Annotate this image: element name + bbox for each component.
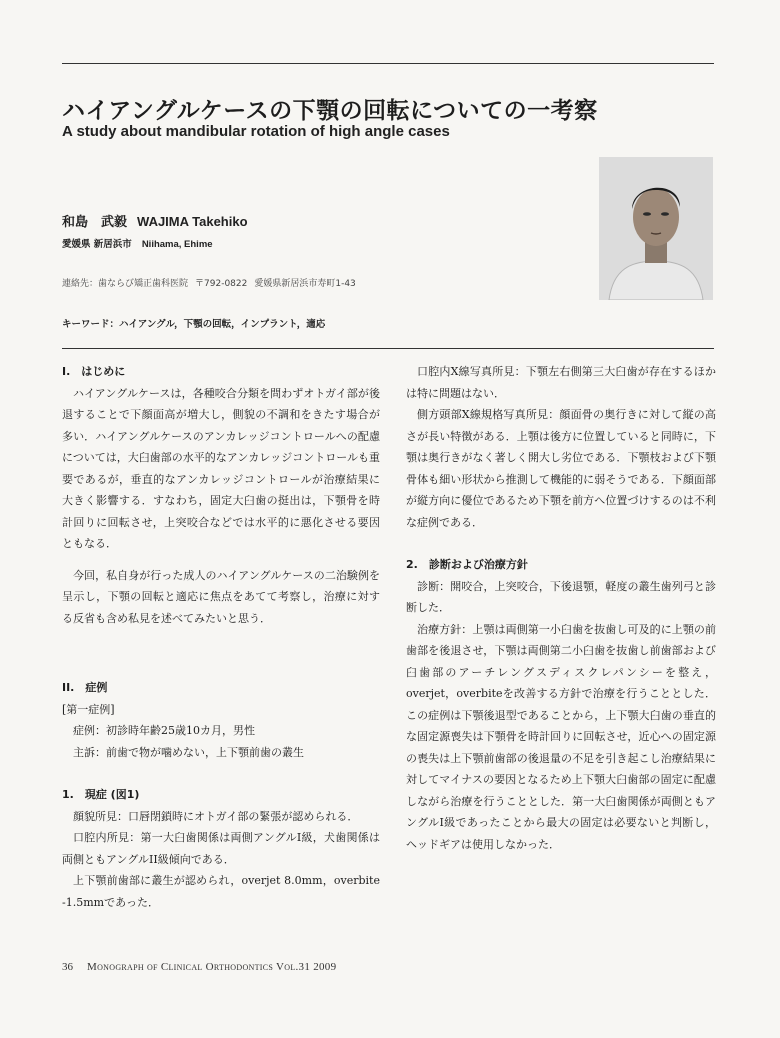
affiliation-ja: 愛媛県 新居浜市 — [62, 239, 132, 250]
paragraph: 診断：開咬合，上突咬合，下後退顎，軽度の叢生歯列弓と診断した． — [406, 579, 716, 614]
keywords: キーワード：ハイアングル，下顎の回転，インプラント，適応 — [62, 319, 326, 330]
author-affiliation — [62, 236, 213, 250]
section-heading-diagnosis: 2. 診断および治療方針 — [406, 558, 528, 571]
left-column — [62, 361, 380, 913]
paragraph: 顔貌所見：口唇閉鎖時にオトガイ部の緊張が認められる． — [73, 809, 359, 823]
article-title-ja: ハイアングルケースの下顎の回転についての一考察 — [62, 98, 598, 124]
section-heading-findings: 1. 現症 (図1) — [62, 788, 140, 801]
affiliation-en: Niihama, Ehime — [141, 239, 213, 250]
contact-clinic: 連絡先：歯ならび矯正歯科医院 — [62, 279, 189, 289]
page-number: 36 — [62, 961, 73, 973]
contact-info — [62, 276, 356, 289]
author-portrait — [599, 157, 713, 300]
right-column — [406, 361, 716, 855]
top-rule — [62, 63, 714, 64]
case-age: 症例：初診時年齢25歳10カ月，男性 — [73, 724, 255, 737]
paragraph: ハイアングルケースは，各種咬合分類を問わずオトガイ部が後退することで下顔面高が増大し，側貌の不調和をきたす場合が多い．ハイアングルケースのアンカレッジコントロールへの配慮については，大臼歯部の水平的なアンカレッジコントロールも重要であるが，垂直的なアンカレッジコントロールが治療結果に大きく影響する．すなわち，固定大臼歯の挺出は，下顎骨を時計回りに回転させ，上突咬合などでは水平的に悪化させる要因ともなる． — [62, 386, 381, 550]
contact-postal: 〒792-0822 — [195, 279, 248, 289]
section-heading-case: II. 症例 — [62, 681, 108, 694]
section-rule — [62, 348, 714, 349]
paragraph: 口腔内所見：第一大臼歯関係は両側アングルI級，犬歯関係は両側ともアングルII級傾向である． — [62, 831, 380, 866]
page-footer — [62, 961, 336, 973]
author-name — [62, 211, 248, 230]
paragraph: 治療方針：上顎は両側第一小臼歯を抜歯し可及的に上顎の前歯部を後退させ，下顎は両側第二小臼歯を抜歯し前歯部および臼歯部のアーチレングスディスクレパンシーを整え，overjet，overbiteを改善する方針で治療を行うこととした．この症例は下顎後退型であることから，上下顎大臼歯の垂直的な固定源喪失は下顎骨を時計回りに回転させ，近心への固定源の喪失は上下顎前歯部の後退量の不足を引き起こし治療結果に対してマイナスの要因となるため上下顎大臼歯部の固定に配慮しながら治療を行うこととした．第一大臼歯関係が両側ともアングルI級であったことから最大の固定は必要ないと判断し，ヘッドギアは使用しなかった． — [406, 622, 716, 851]
article-title-en: A study about mandibular rotation of high angle cases — [62, 123, 450, 140]
journal-name: Monograph of Clinical Orthodontics Vol.31 2009 — [87, 961, 337, 973]
section-heading-intro: I. はじめに — [62, 365, 126, 378]
author-name-ja: 和島 武毅 — [62, 215, 128, 230]
paragraph: 側方頭部X線規格写真所見：顔面骨の奥行きに対して縦の高さが長い特徴がある．上顎は後方に位置していると同時に，下顎は奥行きがなく著しく開大し劣位である．下顎枝および下顎骨体も細い形状から推測して機能的に弱そうである．下顔面部が縦方向に優位であるため下顎を前方へ位置づけするのは不利な症例である． — [406, 408, 716, 529]
author-photo — [599, 157, 713, 300]
contact-address: 愛媛県新居浜市寿町1-43 — [254, 279, 356, 289]
case-label: [第一症例] — [62, 702, 115, 716]
paragraph: 口腔内X線写真所見：下顎左右側第三大臼歯が存在するほかは特に問題はない． — [406, 365, 716, 400]
paragraph: 上下顎前歯部に叢生が認められ，overjet 8.0mm，overbite -1.5mmであった． — [62, 874, 380, 909]
author-name-en: WAJIMA Takehiko — [137, 214, 248, 229]
case-complaint: 主訴：前歯で物が噛めない，上下顎前歯の叢生 — [73, 745, 304, 759]
paragraph: 今回，私自身が行った成人のハイアングルケースの二治験例を呈示し，下顎の回転と適応に焦点をあてて考察し，治療に対する反省も含め私見を述べてみたいと思う． — [62, 568, 380, 625]
